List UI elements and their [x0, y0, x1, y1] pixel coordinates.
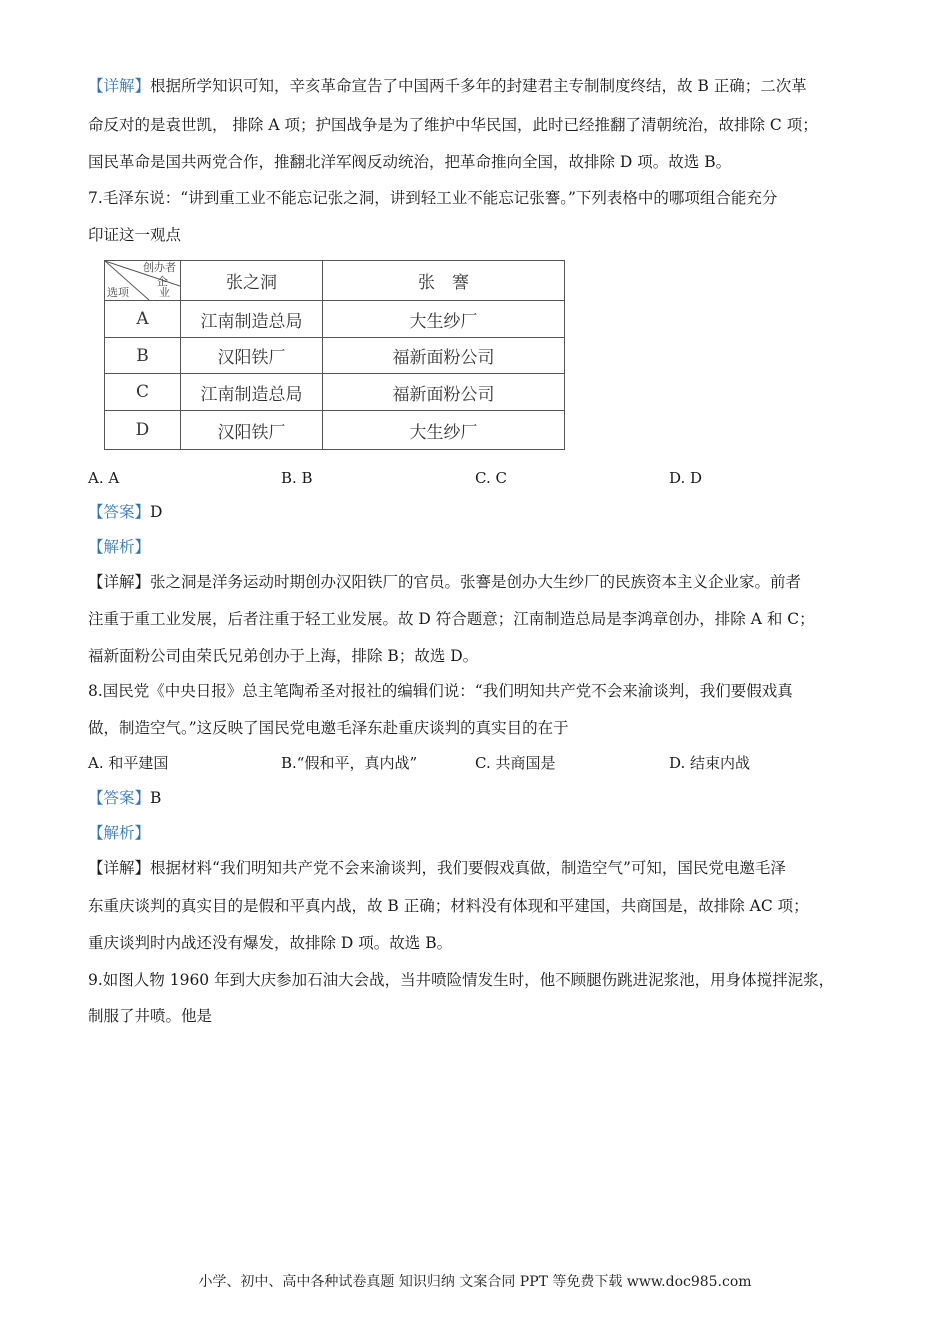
q7-detail-line-2: 注重于重工业发展，后者注重于轻工业发展。故 D 符合题意；江南制造总局是李鸿章创办，排除 A 和 C； — [88, 610, 815, 628]
q6-detail-line-3: 国民革命是国共两党合作，推翻北洋军阀反动统治，把革命推向全国，故排除 D 项。故选 B。 — [88, 153, 732, 171]
row-option: B — [105, 338, 181, 374]
detail-tag: 【详解】 — [88, 859, 151, 877]
q7-detail-line-3: 福新面粉公司由荣氏兄弟创办于上海，排除 B；故选 D。 — [88, 647, 479, 665]
q8-answer-options — [88, 753, 868, 773]
q8-stem-line-1: 8.国民党《中央日报》总主笔陶希圣对报社的编辑们说：“我们明知共产党不会来渝谈判，我们要假戏真 — [88, 682, 793, 700]
q7-options-table — [104, 260, 565, 450]
analysis-tag: 【解析】 — [88, 538, 151, 556]
corner-label-enterprise-2: 业 — [159, 286, 170, 299]
row-zhang-zhidong: 汉阳铁厂 — [181, 411, 323, 450]
q8-detail-line-1: 【详解】根据材料“我们明知共产党不会来渝谈判，我们要假戏真做，制造空气”可知，国民党电邀毛泽 — [88, 859, 786, 877]
q9-stem-line-2: 制服了井喷。他是 — [88, 1007, 213, 1025]
q8-answer-value: B — [150, 789, 162, 807]
q7-stem-line-1: 7.毛泽东说：“讲到重工业不能忘记张之洞，讲到轻工业不能忘记张謇。”下列表格中的哪项组合能充分 — [88, 189, 778, 207]
q7-stem-line-2: 印证这一观点 — [88, 226, 182, 244]
q7-answer-line — [88, 502, 868, 522]
answer-tag: 【答案】 — [88, 503, 151, 521]
col-header-zhang-jian: 张 謇 — [323, 261, 565, 301]
corner-label-enterprise-1: 企 — [157, 275, 168, 288]
q8-option-c: C. 共商国是 — [475, 754, 556, 772]
row-zhang-zhidong: 汉阳铁厂 — [181, 338, 323, 374]
table-row — [105, 411, 565, 450]
q7-detail-line-1: 【详解】张之洞是洋务运动时期创办汉阳铁厂的官员。张謇是创办大生纱厂的民族资本主义企业家。前者 — [88, 573, 802, 591]
q8-detail-line-3: 重庆谈判时内战还没有爆发，故排除 D 项。故选 B。 — [88, 934, 453, 952]
row-zhang-zhidong: 江南制造总局 — [181, 374, 323, 411]
col-header-zhang-zhidong: 张之洞 — [181, 261, 323, 301]
q7-option-a: A. A — [88, 469, 120, 487]
table-corner-cell — [105, 261, 181, 301]
row-zhang-jian: 福新面粉公司 — [323, 338, 565, 374]
q7-option-b: B. B — [281, 469, 313, 487]
q8-analysis-line — [88, 823, 868, 843]
row-zhang-jian: 大生纱厂 — [323, 411, 565, 450]
table-row — [105, 301, 565, 338]
table-row — [105, 338, 565, 374]
table-row — [105, 374, 565, 411]
row-zhang-jian: 大生纱厂 — [323, 301, 565, 338]
detail-tag: 【详解】 — [88, 573, 151, 591]
row-zhang-jian: 福新面粉公司 — [323, 374, 565, 411]
page-footer: 小学、初中、高中各种试卷真题 知识归纳 文案合同 PPT 等免费下载 www.doc985.com — [198, 1274, 752, 1290]
row-option: A — [105, 301, 181, 338]
corner-label-option: 选项 — [107, 286, 129, 299]
q6-detail-line-2: 命反对的是袁世凯， 排除 A 项；护国战争是为了维护中华民国，此时已经推翻了清朝统治，故排除 C 项； — [88, 116, 818, 134]
q8-option-b: B.“假和平，真内战” — [281, 754, 418, 772]
row-zhang-zhidong: 江南制造总局 — [181, 301, 323, 338]
q9-stem-line-1: 9.如图人物 1960 年到大庆参加石油大会战，当井喷险情发生时，他不顾腿伤跳进泥浆池，用身体搅拌泥浆， — [88, 971, 835, 989]
analysis-tag: 【解析】 — [88, 824, 151, 842]
row-option: C — [105, 374, 181, 411]
q8-option-a: A. 和平建国 — [88, 754, 169, 772]
row-option: D — [105, 411, 181, 450]
q7-answer-options — [88, 468, 868, 488]
q7-option-c: C. C — [475, 469, 507, 487]
corner-label-founder: 创办者 — [143, 261, 176, 274]
q8-stem-line-2: 做，制造空气。”这反映了国民党电邀毛泽东赴重庆谈判的真实目的在于 — [88, 719, 569, 737]
detail-tag: 【详解】 — [88, 77, 151, 95]
q8-answer-line — [88, 788, 868, 808]
q7-option-d: D. D — [669, 469, 703, 487]
q7-answer-value: D — [150, 503, 163, 521]
q8-option-d: D. 结束内战 — [669, 754, 751, 772]
answer-tag: 【答案】 — [88, 789, 151, 807]
q7-analysis-line — [88, 537, 868, 557]
q8-detail-line-2: 东重庆谈判的真实目的是假和平真内战，故 B 正确；材料没有体现和平建国，共商国是，故排除 AC 项； — [88, 897, 809, 915]
q6-detail-line-1: 【详解】根据所学知识可知，辛亥革命宣告了中国两千多年的封建君主专制制度终结，故 B 正确；二次革 — [88, 77, 807, 95]
